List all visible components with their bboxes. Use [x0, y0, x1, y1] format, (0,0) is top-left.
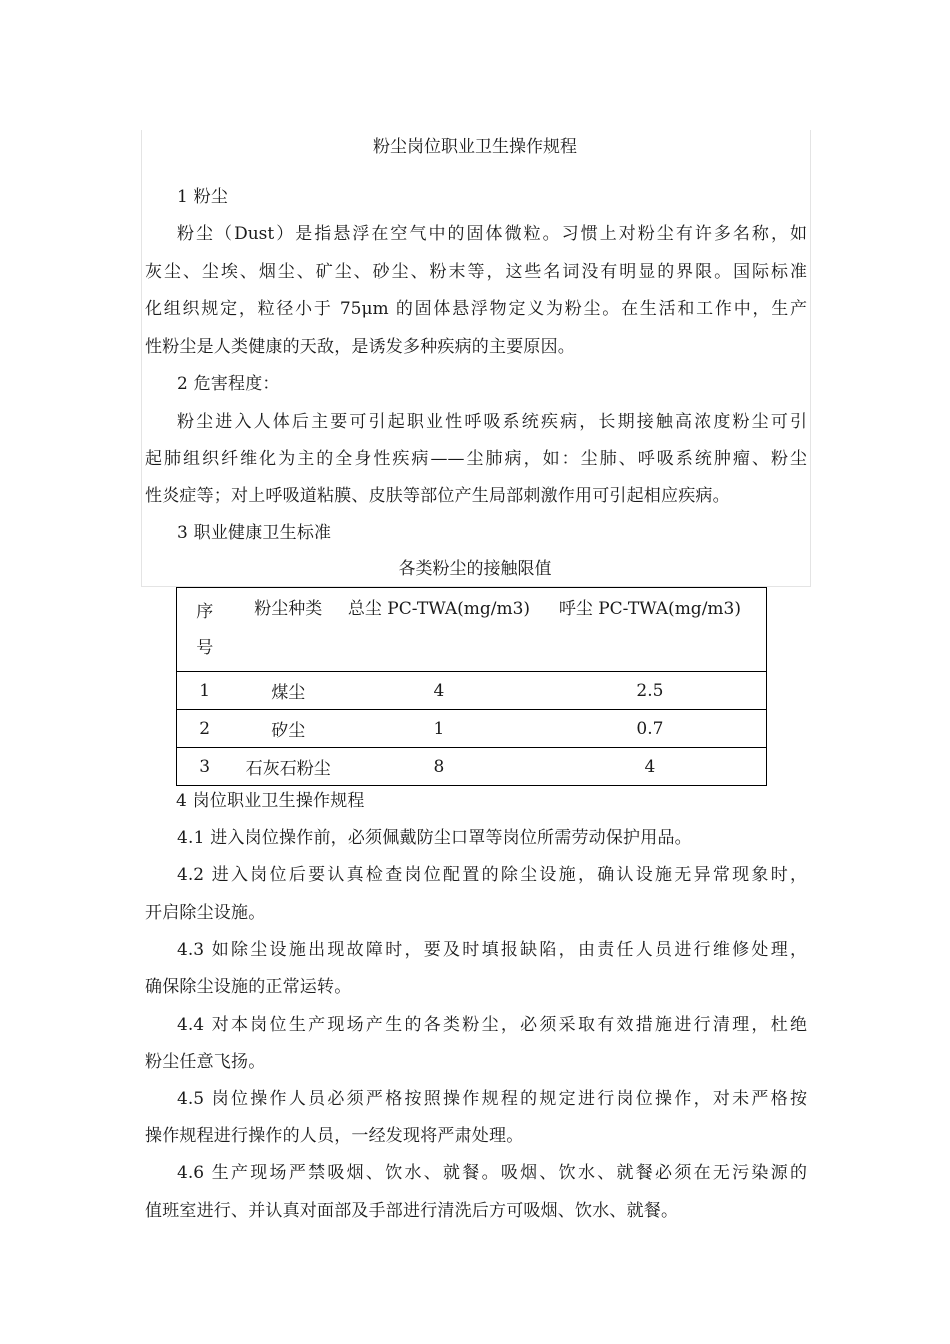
- cell-index: 2: [177, 710, 233, 748]
- cell-total-dust: 8: [344, 748, 534, 786]
- dust-limits-table: [176, 587, 767, 786]
- header-index: 序号: [177, 588, 233, 672]
- section-1-line: 性粉尘是人类健康的天敌，是诱发多种疾病的主要原因。: [145, 337, 575, 357]
- section-4-line: 4.2 进入岗位后要认真检查岗位配置的除尘设施，确认设施无异常现象时，: [177, 865, 807, 885]
- section-4-line: 开启除尘设施。: [145, 903, 266, 923]
- section-4-line: 4.1 进入岗位操作前，必须佩戴防尘口罩等岗位所需劳动保护用品。: [177, 828, 692, 848]
- section-4-line: 粉尘任意飞扬。: [145, 1052, 266, 1072]
- header-total-dust: 总尘 PC-TWA(mg/m3): [344, 588, 534, 672]
- cell-index: 3: [177, 748, 233, 786]
- section-4-line: 4.6 生产现场严禁吸烟、饮水、就餐。吸烟、饮水、就餐必须在无污染源的: [177, 1163, 807, 1183]
- table-row: [177, 672, 767, 710]
- section-4-line: 操作规程进行操作的人员，一经发现将严肃处理。: [145, 1126, 524, 1146]
- section-1-line: 粉尘（Dust）是指悬浮在空气中的固体微粒。习惯上对粉尘有许多名称，如: [177, 224, 807, 244]
- section-2-line: 粉尘进入人体后主要可引起职业性呼吸系统疾病，长期接触高浓度粉尘可引: [177, 412, 807, 432]
- table-header-row: [177, 588, 767, 672]
- header-respirable-dust: 呼尘 PC-TWA(mg/m3): [534, 588, 767, 672]
- cell-respirable-dust: 0.7: [534, 710, 767, 748]
- section-2-line: 起肺组织纤维化为主的全身性疾病——尘肺病，如：尘肺、呼吸系统肿瘤、粉尘: [145, 449, 807, 469]
- cell-total-dust: 4: [344, 672, 534, 710]
- section-1-line: 化组织规定，粒径小于 75μm 的固体悬浮物定义为粉尘。在生活和工作中，生产: [145, 299, 807, 319]
- section-4-line: 4.4 对本岗位生产现场产生的各类粉尘，必须采取有效措施进行清理，杜绝: [177, 1015, 807, 1035]
- section-3-heading: 3 职业健康卫生标准: [177, 523, 332, 543]
- cell-dust-type: 煤尘: [232, 672, 344, 710]
- table-caption: 各类粉尘的接触限值: [398, 559, 552, 579]
- header-dust-type: 粉尘种类: [232, 588, 344, 672]
- cell-total-dust: 1: [344, 710, 534, 748]
- cell-dust-type: 矽尘: [232, 710, 344, 748]
- section-4-line: 4.5 岗位操作人员必须严格按照操作规程的规定进行岗位操作，对未严格按: [177, 1089, 807, 1109]
- section-2-heading: 2 危害程度：: [177, 374, 280, 394]
- section-2-line: 性炎症等；对上呼吸道粘膜、皮肤等部位产生局部刺激作用可引起相应疾病。: [145, 486, 730, 506]
- cell-index: 1: [177, 672, 233, 710]
- table-row: [177, 748, 767, 786]
- section-4-line: 值班室进行、并认真对面部及手部进行清洗后方可吸烟、饮水、就餐。: [145, 1201, 679, 1221]
- table-row: [177, 710, 767, 748]
- section-4-heading: 4 岗位职业卫生操作规程: [176, 791, 365, 811]
- section-4-line: 4.3 如除尘设施出现故障时，要及时填报缺陷，由责任人员进行维修处理，: [177, 940, 807, 960]
- section-1-heading: 1 粉尘: [177, 187, 229, 207]
- cell-respirable-dust: 4: [534, 748, 767, 786]
- section-4-line: 确保除尘设施的正常运转。: [145, 977, 352, 997]
- section-1-line: 灰尘、尘埃、烟尘、矿尘、砂尘、粉末等，这些名词没有明显的界限。国际标准: [145, 262, 807, 282]
- document-title: 粉尘岗位职业卫生操作规程: [373, 137, 577, 157]
- cell-respirable-dust: 2.5: [534, 672, 767, 710]
- cell-dust-type: 石灰石粉尘: [232, 748, 344, 786]
